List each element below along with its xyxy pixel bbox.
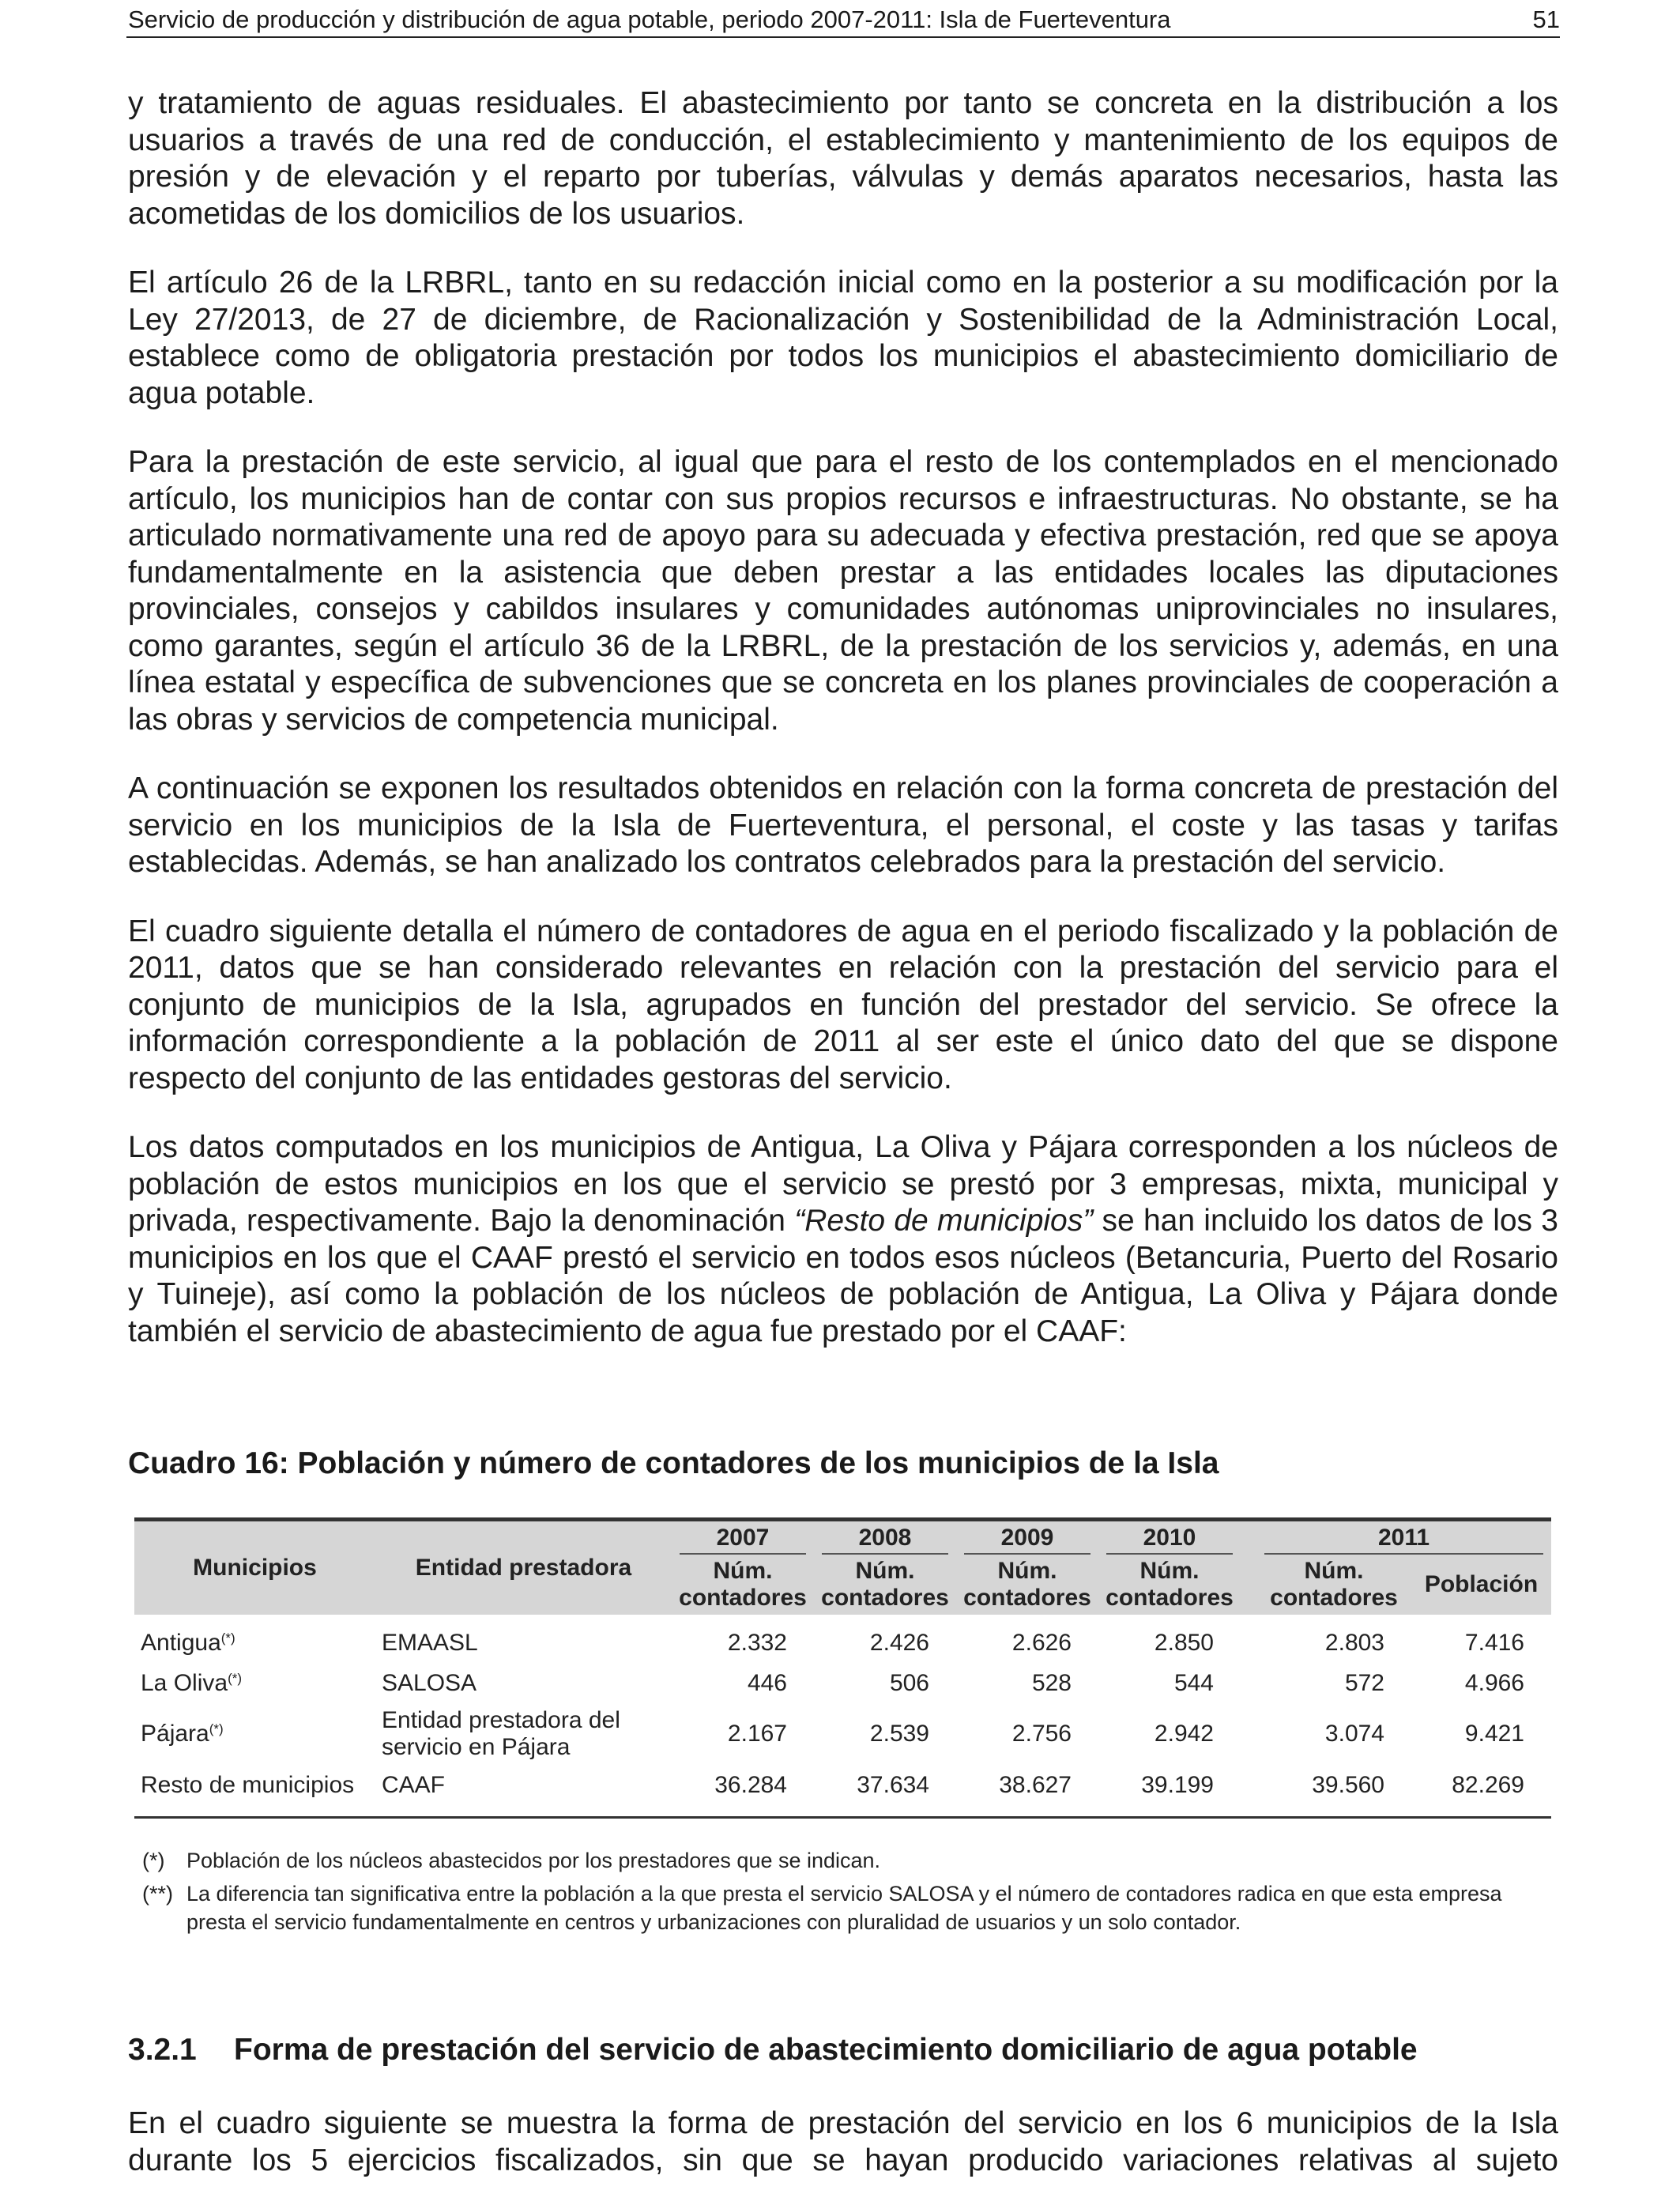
municipio-name: La Oliva — [141, 1669, 228, 1696]
page-number: 51 — [1532, 6, 1560, 33]
cell-value: 39.199 — [1141, 1771, 1214, 1798]
paragraph: El artículo 26 de la LRBRL, tanto en su redacción inicial como en la posterior a su modificación por la Ley 27/2013, de 27 de diciembre, de Racionalización y Sostenibilidad de la Administración Local, establece como de obligatoria prestación por todos los municipios el abastecimiento domiciliario de agua potable. — [128, 266, 1558, 410]
footnote-mark: (*) — [220, 1630, 235, 1646]
spacer — [1241, 1555, 1256, 1615]
cell-value: 3.074 — [1324, 1721, 1384, 1747]
cell-value: 528 — [1031, 1669, 1072, 1696]
spacer — [1241, 1663, 1256, 1703]
cell-value: 37.634 — [857, 1771, 929, 1798]
spacer — [1241, 1615, 1256, 1663]
table-caption: Cuadro 16: Población y número de contadores de los municipios de la Isla — [128, 1446, 1219, 1480]
col-num-contadores — [956, 1555, 1098, 1615]
spacer — [1241, 1520, 1256, 1555]
paragraph: Para la prestación de este servicio, al igual que para el resto de los contemplados en el mencionado artículo, los municipios han de contar con sus propios recursos e infraestructuras. No obstante, se ha articulado normativamente una red de apoyo para su adecuada y efectiva prestación, red que se apoya fundamentalmente en la asistencia que deben prestar a las entidades locales las diputaciones provinciales, consejos y cabildos insulares y comunidades autónomas uniprovinciales no insulares, como garantes, según el artículo 36 de la LRBRL, de la prestación de los servicios y, además, en una línea estatal y específica de subvenciones que se concreta en los planes provinciales de cooperación a las obras y servicios de competencia municipal. — [128, 445, 1558, 737]
note-mark: (*) — [142, 1849, 165, 1872]
cell-value: 4.966 — [1464, 1669, 1524, 1696]
spacer — [1241, 1765, 1256, 1818]
col-num-contadores — [1098, 1555, 1241, 1615]
sub-label: Núm. — [713, 1558, 773, 1584]
sub-label: Núm. — [855, 1558, 915, 1584]
table-row — [134, 1703, 1551, 1765]
note-mark: (**) — [142, 1882, 173, 1906]
municipio-name: Resto de municipios — [141, 1771, 355, 1798]
table-note — [142, 1879, 1549, 1936]
footnote-mark: (*) — [228, 1670, 243, 1686]
col-num-contadores — [672, 1555, 814, 1615]
cell-value: 446 — [747, 1669, 787, 1696]
col-year: 2007 — [672, 1520, 814, 1555]
table-row — [134, 1615, 1551, 1663]
cell-value: 2.850 — [1154, 1629, 1214, 1656]
col-poblacion: Población — [1411, 1555, 1551, 1615]
cell-value: 572 — [1344, 1669, 1384, 1696]
italic-term: “Resto de municipios” — [794, 1204, 1094, 1238]
header-title: Servicio de producción y distribución de agua potable, periodo 2007-2011: Isla de Fuerteventura — [128, 6, 1171, 33]
sub-label: Núm. — [1139, 1558, 1200, 1584]
spacer — [1241, 1703, 1256, 1765]
cell-entidad — [375, 1703, 672, 1765]
sub-label: contadores — [821, 1585, 949, 1611]
col-year: 2011 — [1256, 1520, 1551, 1555]
closing-paragraph: En el cuadro siguiente se muestra la forma de prestación del servicio en los 6 municipios de la Isla durante los 5 ejercicios fiscalizados, sin que se hayan producido variaciones relativas al sujeto — [128, 2106, 1558, 2177]
cell-entidad: EMAASL — [382, 1629, 478, 1656]
header-row-years — [134, 1520, 1551, 1555]
note-text: Población de los núcleos abastecidos por los prestadores que se indican. — [186, 1849, 881, 1872]
sub-label: contadores — [1106, 1585, 1234, 1611]
table-note — [142, 1846, 1549, 1875]
table-notes — [142, 1846, 1549, 1941]
sub-label: contadores — [963, 1585, 1091, 1611]
col-year: 2010 — [1098, 1520, 1241, 1555]
cell-value: 2.426 — [869, 1629, 929, 1656]
paragraph-text: Los datos computados en los municipios de Antigua, La Oliva y Pájara corresponden a los núcleos de población de estos municipios en los que el servicio se prestó por 3 empresas, mixta, municipal y privada, respectivamente. Bajo la denominación — [128, 1130, 1558, 1238]
col-entidad: Entidad prestadora — [375, 1520, 672, 1615]
col-year: 2009 — [956, 1520, 1098, 1555]
cell-value: 2.942 — [1154, 1721, 1214, 1747]
col-num-contadores — [814, 1555, 956, 1615]
cell-value: 2.756 — [1011, 1721, 1072, 1747]
col-municipios: Municipios — [134, 1520, 375, 1615]
cell-municipio — [134, 1703, 375, 1765]
paragraph: y tratamiento de aguas residuales. El abastecimiento por tanto se concreta en la distribución a los usuarios a través de una red de conducción, el establecimiento y mantenimiento de los equipos de presión y de elevación y el reparto por tuberías, válvulas y demás aparatos necesarios, hasta las acometidas de los domicilios de los usuarios. — [128, 86, 1558, 231]
data-table — [134, 1517, 1551, 1819]
section-title: Forma de prestación del servicio de abastecimiento domiciliario de agua potable — [234, 2033, 1418, 2067]
cell-municipio — [134, 1615, 375, 1663]
section-number: 3.2.1 — [128, 2033, 197, 2067]
cell-value: 7.416 — [1464, 1629, 1524, 1656]
body-text — [128, 85, 1558, 1382]
sub-label: contadores — [1270, 1585, 1398, 1611]
cell-municipio — [134, 1765, 375, 1818]
sub-label: Núm. — [1304, 1558, 1364, 1584]
cell-value: 9.421 — [1464, 1721, 1524, 1747]
cell-municipio — [134, 1663, 375, 1703]
cell-value: 2.332 — [727, 1629, 787, 1656]
table-container — [134, 1517, 1551, 1819]
paragraph — [128, 1129, 1558, 1350]
paragraph-text: se han incluido los datos de los 3 municipios en los que el CAAF prestó el servicio en todos esos núcleos (Betancuria, Puerto del Rosario y Tuineje), así como la población de los núcleos de población de Antigua, La Oliva y Pájara donde también el servicio de abastecimiento de agua fue prestado por el CAAF: — [128, 1204, 1558, 1348]
table-row — [134, 1663, 1551, 1703]
cell-entidad: CAAF — [382, 1771, 446, 1798]
running-header — [126, 5, 1560, 38]
municipio-name: Antigua — [141, 1629, 221, 1656]
footnote-mark: (*) — [209, 1721, 224, 1736]
cell-value: 39.560 — [1312, 1771, 1384, 1798]
cell-value: 2.626 — [1011, 1629, 1072, 1656]
cell-value: 2.167 — [727, 1721, 787, 1747]
cell-value: 36.284 — [714, 1771, 787, 1798]
note-text: La diferencia tan significativa entre la población a la que presta el servicio SALOSA y el número de contadores radica en que esta empresa presta el servicio fundamentalmente en centros y urbanizaciones con pluralidad de usuarios y un solo contador. — [186, 1882, 1502, 1934]
entidad-line: Entidad prestadora del — [382, 1707, 620, 1733]
sub-label: contadores — [679, 1585, 807, 1611]
cell-value: 2.803 — [1324, 1629, 1384, 1656]
cell-value: 2.539 — [869, 1721, 929, 1747]
sub-label: Núm. — [997, 1558, 1057, 1584]
table-row — [134, 1765, 1551, 1818]
cell-value: 506 — [889, 1669, 929, 1696]
municipio-name: Pájara — [141, 1721, 209, 1747]
cell-entidad: SALOSA — [382, 1669, 477, 1696]
col-year: 2008 — [814, 1520, 956, 1555]
cell-value: 38.627 — [999, 1771, 1072, 1798]
paragraph: A continuación se exponen los resultados obtenidos en relación con la forma concreta de prestación del servicio en los municipios de la Isla de Fuerteventura, el personal, el coste y las tasas y tarifas establecidas. Además, se han analizado los contratos celebrados para la prestación del servicio. — [128, 771, 1558, 879]
paragraph: El cuadro siguiente detalla el número de contadores de agua en el periodo fiscalizado y la población de 2011, datos que se han considerado relevantes en relación con la prestación del servicio para el conjunto de municipios de la Isla, agrupados en función del prestador del servicio. Se ofrece la información correspondiente a la población de 2011 al ser este el único dato del que se dispone respecto del conjunto de las entidades gestoras del servicio. — [128, 914, 1558, 1095]
cell-value: 544 — [1173, 1669, 1214, 1696]
cell-value: 82.269 — [1452, 1771, 1524, 1798]
col-num-contadores — [1256, 1555, 1411, 1615]
section-heading — [128, 2033, 1418, 2068]
entidad-line: servicio en Pájara — [382, 1734, 571, 1760]
